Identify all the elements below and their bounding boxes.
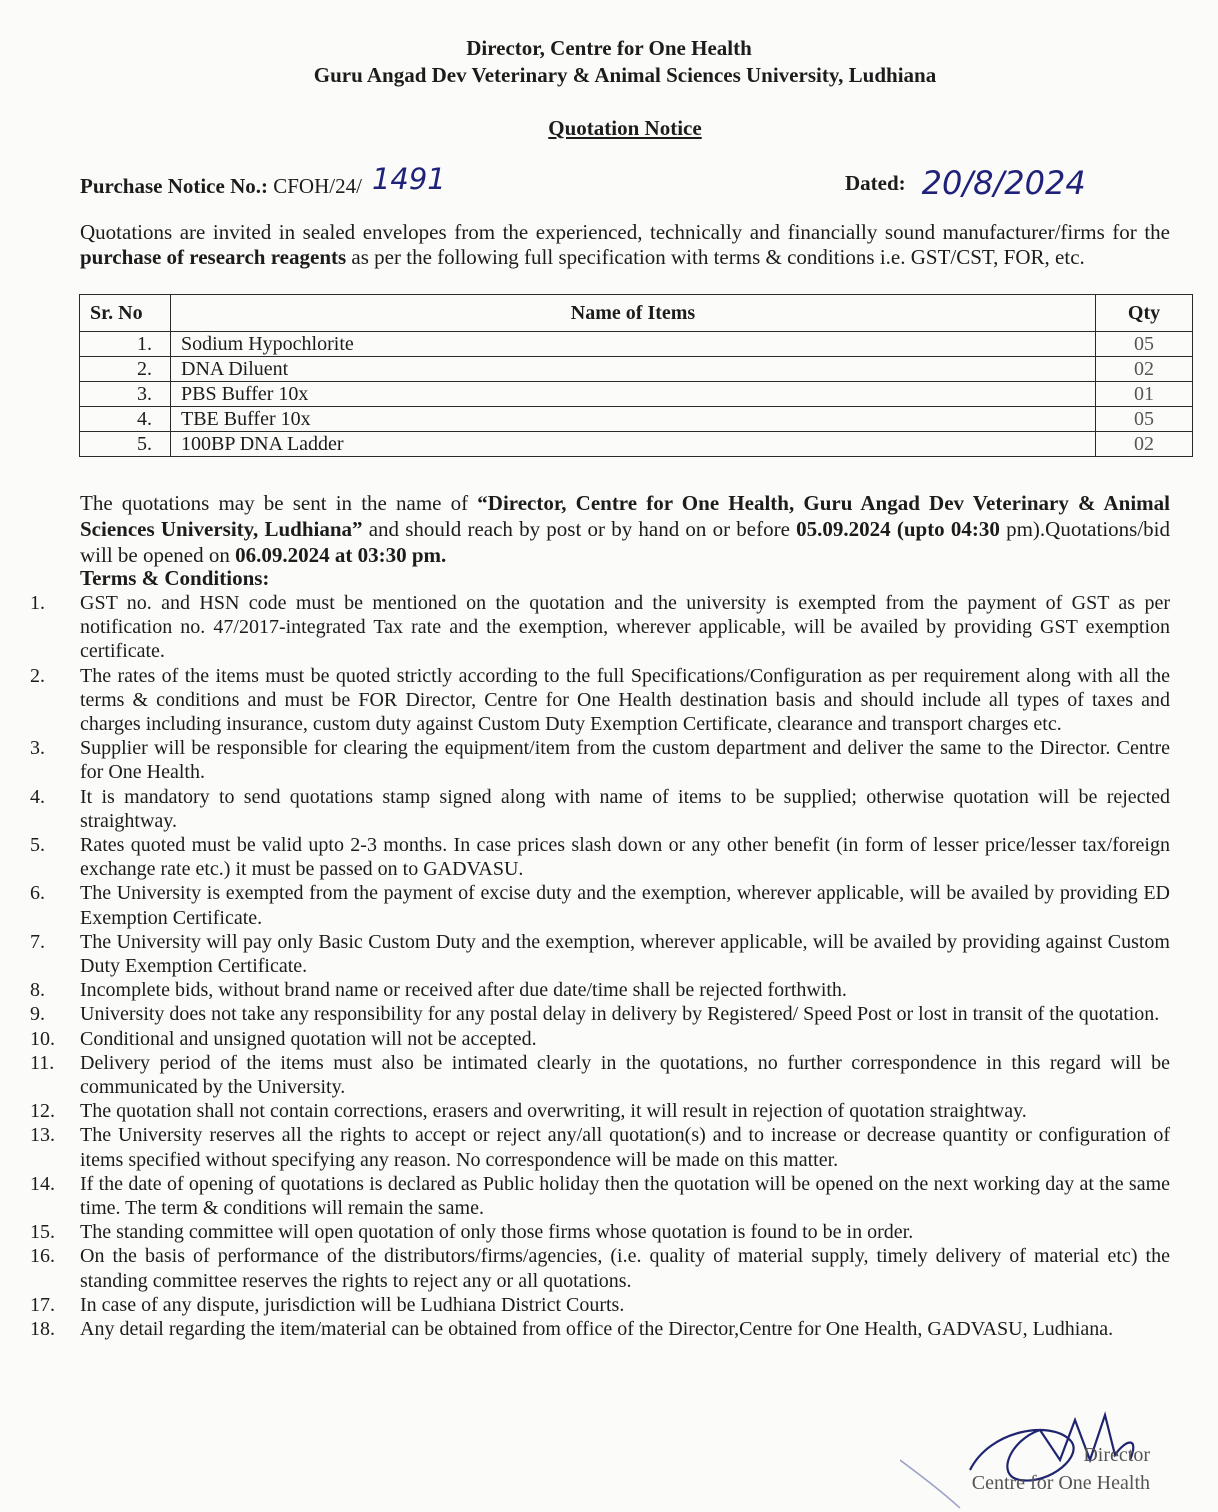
cell-sr: 3. [80,382,171,407]
list-item [0,1220,1170,1244]
list-item [0,1051,1170,1099]
table-row [80,382,1193,407]
signature-block [900,1400,1200,1510]
list-item [0,1172,1170,1220]
list-item [0,1002,1170,1026]
list-item [0,881,1170,929]
term-number: 9. [30,1003,45,1026]
cell-qty: 05 [1096,332,1193,357]
purchase-notice [80,162,446,200]
term-number: 15. [30,1221,55,1244]
cell-qty: 02 [1096,357,1193,382]
purchase-notice-number: 1491 [371,162,446,196]
term-text: On the basis of performance of the distributors/firms/agencies, (i.e. quality of material supply, timely delivery of material etc) the standing committee reserves the rights to reject any or all quotations. [80,1245,1170,1292]
term-number: 14. [30,1172,55,1195]
term-number: 2. [30,664,45,687]
terms-heading: Terms & Conditions: [80,566,270,590]
term-number: 4. [30,785,45,808]
term-number: 17. [30,1293,55,1316]
cell-qty: 05 [1096,407,1193,432]
intro-text-2: as per the following full specification with terms & conditions i.e. GST/CST, FOR, etc. [346,245,1085,269]
cell-sr: 4. [80,407,171,432]
table-row [80,407,1193,432]
list-item [0,736,1170,784]
term-text: The University is exempted from the payment of excise duty and the exemption, wherever applicable, will be availed by providing ED Exemption Certificate. [80,882,1170,929]
signature-line-1: Director [1083,1444,1150,1466]
signature-line-2: Centre for One Health [971,1472,1150,1494]
term-number: 12. [30,1100,55,1123]
list-item [0,664,1170,737]
term-number: 16. [30,1245,55,1268]
submission-deadline: 05.09.2024 (upto 04:30 [796,517,1000,541]
cell-qty: 02 [1096,432,1193,457]
cell-sr: 1. [80,332,171,357]
term-number: 7. [30,930,45,953]
page-title: Quotation Notice [548,116,702,140]
term-text: University does not take any responsibility for any postal delay in delivery by Registered/ Speed Post or lost in transit of the quotation. [80,1003,1160,1026]
term-text: Rates quoted must be valid upto 2-3 months. In case prices slash down or any other benefit (in form of lesser price/lesser tax/foreign exchange rate etc.) it must be passed on to GADVASU. [80,834,1170,881]
table-row [80,332,1193,357]
term-text: Incomplete bids, without brand name or received after due date/time shall be rejected forthwith. [80,979,847,1002]
col-qty: Qty [1096,295,1193,332]
term-text: It is mandatory to send quotations stamp signed along with name of items to be supplied; otherwise quotation will be rejected straightway. [80,785,1170,832]
term-text: The quotation shall not contain corrections, erasers and overwriting, it will result in rejection of quotation straightway. [80,1100,1027,1123]
term-number: 11. [30,1051,55,1074]
dated-label: Dated: [845,171,906,195]
table-row [80,432,1193,457]
submission-addressee: “Director, Centre for One Health, Guru Angad Dev Veterinary & Animal Sciences University, Ludhiana” [80,491,1170,541]
term-text: Supplier will be responsible for clearing the equipment/item from the custom department and deliver the same to the Director. Centre for One Health. [80,737,1170,784]
cell-sr: 2. [80,357,171,382]
header-line-1: Director, Centre for One Health [466,36,752,60]
list-item [0,978,1170,1002]
term-text: Any detail regarding the item/material can be obtained from office of the Director,Centre for One Health, GADVASU, Ludhiana. [80,1318,1114,1341]
submission-opening: 06.09.2024 at 03:30 pm. [235,543,447,567]
cell-name: PBS Buffer 10x [171,382,1096,407]
term-text: Conditional and unsigned quotation will not be accepted. [80,1027,537,1050]
term-text: The University reserves all the rights to accept or reject any/all quotation(s) and to increase or decrease quantity or configuration of items specified without specifying any reason. No correspondence will be made on this matter. [80,1124,1170,1171]
term-text: The rates of the items must be quoted strictly according to the full Specifications/Configuration as per requirement along with all the terms & conditions and must be FOR Director, Centre for One Health destination basis and should include all types of taxes and charges including insurance, custom duty against Custom Duty Exemption Certificate, clearance and transport charges etc. [80,664,1170,736]
list-item [0,1244,1170,1292]
list-item [0,1123,1170,1171]
term-text: If the date of opening of quotations is declared as Public holiday then the quotation will be opened on the next working day at the same time. The term & conditions will remain the same. [80,1172,1170,1220]
term-number: 13. [30,1124,55,1147]
table-header-row [80,295,1193,332]
dated [845,160,1086,202]
cell-name: 100BP DNA Ladder [171,432,1096,457]
cell-sr: 5. [80,432,171,457]
term-text: In case of any dispute, jurisdiction will be Ludhiana District Courts. [80,1293,625,1316]
list-item [0,1293,1170,1317]
terms-list [0,591,1170,1341]
term-number: 1. [30,592,45,614]
list-item [0,1027,1170,1051]
purchase-notice-prefix: CFOH/24/ [273,174,362,198]
cell-name: DNA Diluent [171,357,1096,382]
col-sr-no: Sr. No [80,295,171,332]
list-item [0,1099,1170,1123]
intro-paragraph [80,220,1170,270]
submission-text-3: pm).Quotations/bid will be opened on [80,517,1170,567]
term-number: 6. [30,882,45,905]
intro-bold: purchase of research reagents [80,245,347,269]
header-line-2: Guru Angad Dev Veterinary & Animal Sciences University, Ludhiana [313,63,937,87]
submission-text-1: The quotations may be sent in the name of [80,491,478,515]
term-text: GST no. and HSN code must be mentioned on the quotation and the university is exempted from the payment of GST as per notification no. 47/2017-integrated Tax rate and the exemption, wherever applicable, will be availed by providing GST exemption certificate. [80,592,1170,663]
table-row [80,357,1193,382]
purchase-notice-label: Purchase Notice No.: [80,174,268,198]
col-name-of-items: Name of Items [171,295,1096,332]
term-text: Delivery period of the items must also be intimated clearly in the quotations, no further correspondence in this regard will be communicated by the University. [80,1051,1170,1099]
term-number: 5. [30,834,45,857]
list-item [0,833,1170,881]
list-item [0,1317,1170,1341]
term-number: 10. [30,1027,55,1050]
submission-text-2: and should reach by post or by hand on or before [362,517,797,541]
term-number: 18. [30,1318,55,1341]
dated-value: 20/8/2024 [921,164,1086,202]
intro-text-1: Quotations are invited in sealed envelopes from the experienced, technically and financially sound manufacturer/firms for the [80,220,1170,244]
term-text: The standing committee will open quotation of only those firms whose quotation is found to be in order. [80,1221,914,1244]
cell-name: TBE Buffer 10x [171,407,1096,432]
list-item [0,785,1170,833]
term-number: 8. [30,979,45,1002]
term-number: 3. [30,737,45,760]
list-item [0,930,1170,978]
list-item [0,591,1170,664]
submission-paragraph [80,490,1170,568]
cell-qty: 01 [1096,382,1193,407]
cell-name: Sodium Hypochlorite [171,332,1096,357]
term-text: The University will pay only Basic Custom Duty and the exemption, wherever applicable, will be availed by providing against Custom Duty Exemption Certificate. [80,930,1170,978]
items-table [79,294,1193,457]
